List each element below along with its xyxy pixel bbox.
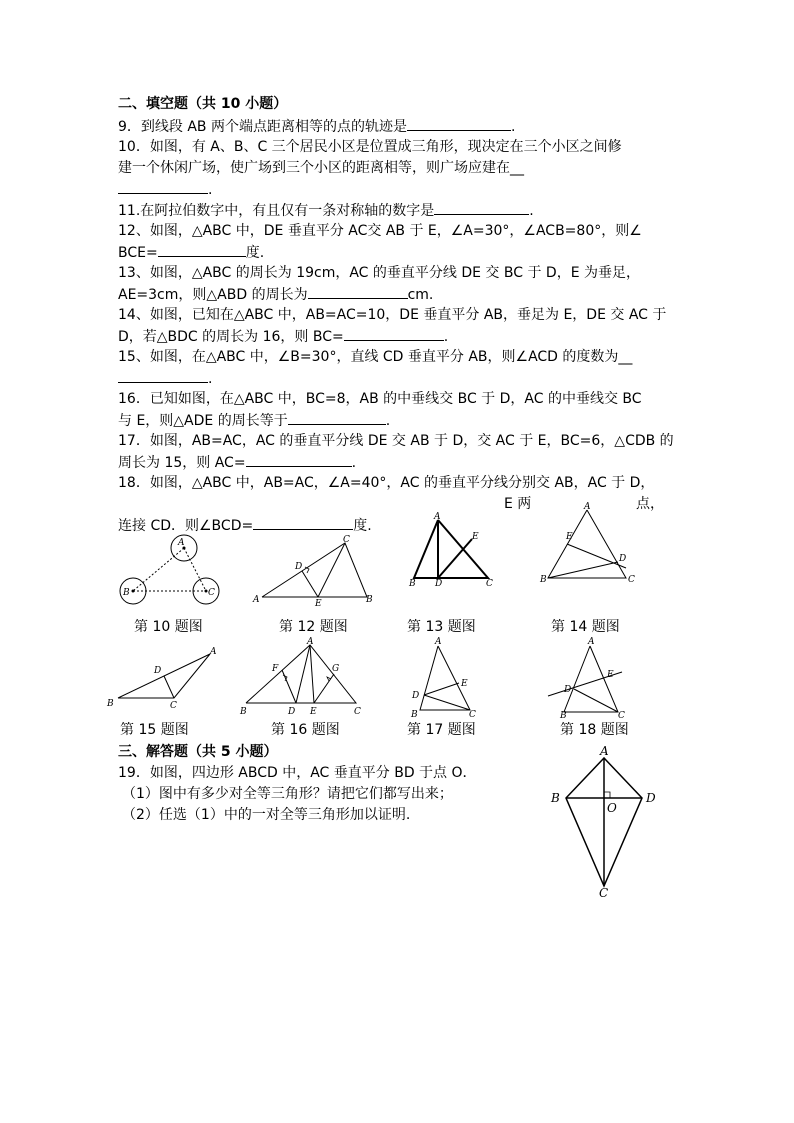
question-text: . xyxy=(443,329,449,345)
question-19-part1: （1）图中有多少对全等三角形？请把它们都写出来； xyxy=(122,786,453,802)
question-12-line1: 12、如图，△ABC 中，DE 垂直平分 AC交 AB 于 E，∠A=30°，∠ACB=80°，则∠ xyxy=(118,223,642,239)
vertex-label: C xyxy=(469,710,476,720)
question-12-line2 xyxy=(118,242,264,263)
vertex-label: A xyxy=(178,538,185,548)
vertex-label: A xyxy=(307,637,314,647)
vertex-label: C xyxy=(628,575,635,585)
answer-blank[interactable] xyxy=(158,242,246,257)
vertex-label: E xyxy=(472,532,479,542)
vertex-label: B xyxy=(411,710,418,720)
question-15-line2 xyxy=(118,368,212,389)
question-11 xyxy=(118,200,534,221)
answer-blank[interactable] xyxy=(344,326,444,341)
vertex-label: A xyxy=(435,637,442,647)
question-text: . xyxy=(351,455,357,471)
question-10-line1: 10．如图，有 A、B、C 三个居民小区是位置成三角形，现决定在三个小区之间修 xyxy=(118,139,622,155)
question-16-line2 xyxy=(118,410,390,431)
figure-17 xyxy=(406,636,486,718)
vertex-label: E xyxy=(566,532,573,542)
vertex-label: A xyxy=(588,637,595,647)
section-title: 二、填空题（共 10 小题） xyxy=(118,96,288,112)
figure-10 xyxy=(112,534,222,608)
figure-12 xyxy=(252,535,378,607)
question-18-line1: 18．如图，△ABC 中，AB=AC，∠A=40°，AC 的垂直平分线分别交 AB，AC 于 D， xyxy=(118,475,655,491)
question-text: . xyxy=(385,413,391,429)
vertex-label: D xyxy=(435,579,443,589)
vertex-label: B xyxy=(366,595,373,605)
vertex-label: C xyxy=(599,886,609,900)
vertex-label: E xyxy=(461,679,468,689)
figure-caption: 第 10 题图 xyxy=(134,619,203,635)
vertex-label: B xyxy=(560,711,567,721)
vertex-label: A xyxy=(600,744,609,758)
question-18-line2a: E 两 xyxy=(504,496,532,512)
answer-blank[interactable] xyxy=(118,368,208,383)
figure-13 xyxy=(406,510,498,588)
vertex-label: E xyxy=(310,707,317,717)
question-text: cm. xyxy=(407,287,434,303)
question-13-line1: 13、如图，△ABC 的周长为 19cm，AC 的垂直平分线 DE 交 BC 于 D，E 为垂足， xyxy=(118,265,640,281)
vertex-label: D xyxy=(288,707,296,717)
vertex-label: A xyxy=(210,647,217,657)
vertex-label: C xyxy=(354,707,361,717)
question-10-line2: 建一个休闲广场，使广场到三个小区的距离相等，则广场应建在__ xyxy=(118,160,524,176)
question-18-line3 xyxy=(118,515,372,536)
figure-caption: 第 15 题图 xyxy=(120,722,189,738)
vertex-label: B xyxy=(123,588,130,598)
answer-blank[interactable] xyxy=(288,410,386,425)
question-16-line1: 16．已知如图，在△ABC 中，BC=8，AB 的中垂线交 BC 于 D，AC 的中垂线交 BC xyxy=(118,391,642,407)
question-text: BCE= xyxy=(118,245,158,261)
question-14-line2 xyxy=(118,326,448,347)
question-14-line1: 14、如图，已知在△ABC 中，AB=AC=10，DE 垂直平分 AB，垂足为 E，DE 交 AC 于 xyxy=(118,307,667,323)
vertex-label: B xyxy=(409,579,416,589)
question-text: 连接 CD．则∠BCD= xyxy=(118,518,254,534)
question-19-part2: （2）任选（1）中的一对全等三角形加以证明. xyxy=(122,807,411,823)
question-10-line3 xyxy=(118,179,212,200)
figure-15 xyxy=(106,642,220,712)
figure-caption: 第 12 题图 xyxy=(279,619,348,635)
vertex-label: D xyxy=(619,554,627,564)
vertex-label: E xyxy=(315,599,322,609)
vertex-label: D xyxy=(412,691,420,701)
vertex-label: E xyxy=(607,670,614,680)
figure-16 xyxy=(238,637,366,717)
question-text: 度. xyxy=(245,245,265,261)
question-text: 与 E，则△ADE 的周长等于 xyxy=(118,413,288,429)
vertex-label: B xyxy=(540,575,547,585)
question-9 xyxy=(118,116,515,137)
vertex-label: C xyxy=(618,711,625,721)
answer-blank[interactable] xyxy=(253,515,353,530)
question-17-line1: 17．如图，AB=AC，AC 的垂直平分线 DE 交 AB 于 D，交 AC 于 E，BC=6，△CDB 的 xyxy=(118,433,674,449)
question-18-line2b: 点， xyxy=(636,496,664,512)
vertex-label: B xyxy=(240,707,247,717)
figure-caption: 第 17 题图 xyxy=(407,722,476,738)
question-text: AE=3cm，则△ABD 的周长为 xyxy=(118,287,308,303)
figure-18 xyxy=(540,636,640,721)
question-text: . xyxy=(208,371,213,387)
answer-blank[interactable] xyxy=(308,284,408,299)
vertex-label: D xyxy=(295,562,303,572)
vertex-label: G xyxy=(332,664,340,674)
question-text: 9．到线段 AB 两个端点距离相等的点的轨迹是 xyxy=(118,119,407,135)
vertex-label: O xyxy=(607,801,617,815)
vertex-label: A xyxy=(253,595,260,605)
question-text: . xyxy=(511,119,516,135)
vertex-label: B xyxy=(107,699,114,709)
figure-14 xyxy=(538,500,642,586)
vertex-label: C xyxy=(486,579,493,589)
answer-blank[interactable] xyxy=(246,452,352,467)
figure-caption: 第 14 题图 xyxy=(551,619,620,635)
vertex-label: C xyxy=(208,588,215,598)
vertex-label: D xyxy=(564,685,572,695)
question-19-line1: 19．如图，四边形 ABCD 中，AC 垂直平分 BD 于点 O． xyxy=(118,765,477,781)
question-text: . xyxy=(208,182,213,198)
vertex-label: A xyxy=(584,502,591,512)
answer-blank[interactable] xyxy=(407,116,511,131)
figure-19 xyxy=(546,740,666,900)
question-15-line1: 15、如图，在△ABC 中，∠B=30°，直线 CD 垂直平分 AB，则∠ACD 的度数为__ xyxy=(118,349,633,365)
figure-caption: 第 18 题图 xyxy=(560,722,629,738)
vertex-label: C xyxy=(343,535,350,545)
question-text: 度. xyxy=(353,518,372,534)
question-text: D，若△BDC 的周长为 16，则 BC= xyxy=(118,329,344,345)
vertex-label: C xyxy=(170,701,177,711)
question-17-line2 xyxy=(118,452,356,473)
vertex-label: D xyxy=(154,666,162,676)
vertex-label: A xyxy=(434,512,441,522)
question-text: . xyxy=(529,203,534,219)
vertex-label: D xyxy=(646,791,656,805)
vertex-label: F xyxy=(272,664,279,674)
answer-blank[interactable] xyxy=(434,200,529,215)
question-13-line2 xyxy=(118,284,433,305)
figure-caption: 第 13 题图 xyxy=(407,619,476,635)
figure-caption: 第 16 题图 xyxy=(271,722,340,738)
section-title: 三、解答题（共 5 小题） xyxy=(118,744,278,760)
answer-blank[interactable] xyxy=(118,179,208,194)
vertex-label: B xyxy=(551,791,560,805)
question-text: 11.在阿拉伯数字中，有且仅有一条对称轴的数字是 xyxy=(118,203,435,219)
question-text: 周长为 15，则 AC= xyxy=(118,455,246,471)
